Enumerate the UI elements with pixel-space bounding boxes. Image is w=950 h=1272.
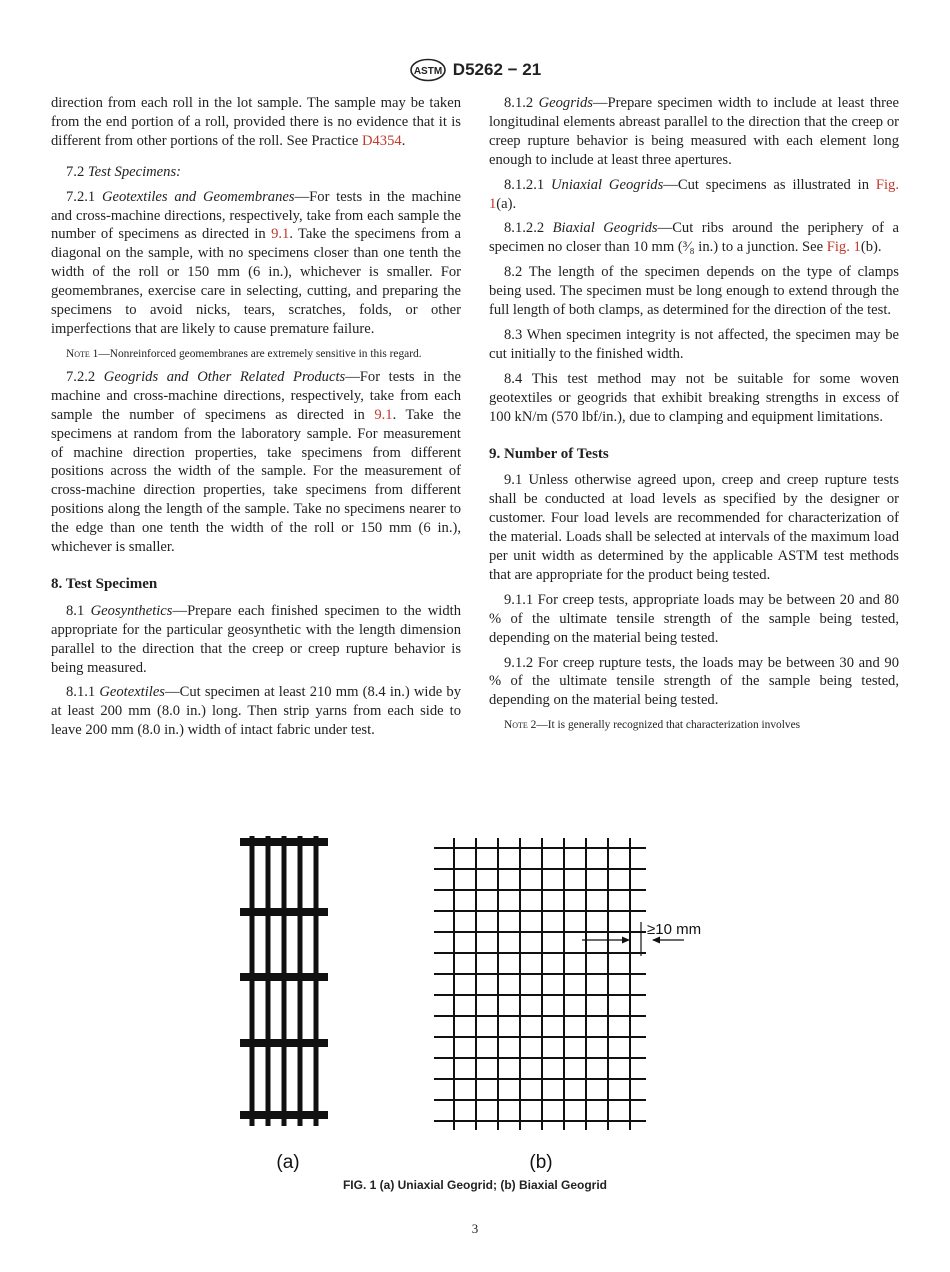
paragraph-7-1-continued: direction from each roll in the lot sample. The sample may be taken from the end portion of a roll, provided there is no evidence that it is different from other portions of the roll. See Practice D4354. [51, 95, 461, 149]
figure-label-b: (b) [529, 1152, 553, 1173]
uniaxial-geogrid-drawing [240, 836, 328, 1126]
section-8-heading: 8. Test Specimen [51, 575, 158, 592]
link-9-1[interactable]: 9.1 [374, 406, 393, 423]
page-number: 3 [471, 1221, 479, 1236]
section-8-1-1: 8.1.1 Geotextiles—Cut specimen at least 210 mm (8.4 in.) wide by at least 200 mm (8.0 in.) long. Then strip yarns from each side to leave 200 mm (8.0 in.) width of intact fabric under test. [51, 684, 461, 739]
note-2: Note 2—It is generally recognized that characterization involves [504, 719, 801, 732]
section-9-1-2: 9.1.2 For creep rupture tests, the loads may be between 30 and 90 % of the ultimate tensile strength of the sample being tested, depending on the material being tested. [489, 654, 899, 709]
section-9-1: 9.1 Unless otherwise agreed upon, creep and creep rupture tests shall be conducted at load levels as specified by the designer or customer. Four load levels are recommended for characterization of the material. Loads shall be selected at intervals of the maximum load per unit width as determined by the applicable ASTM test methods that are appropriate for the product being tested. [489, 472, 899, 583]
right-column [489, 94, 899, 739]
astm-logo-icon [409, 58, 447, 82]
link-fig-1[interactable]: Fig. 1 [826, 239, 861, 256]
page-header [0, 58, 950, 82]
link-d4354[interactable]: D4354 [361, 132, 402, 149]
section-8-2: 8.2 The length of the specimen depends on the type of clamps being used. The specimen must be long enough to extend through the full length of both clamps, as determined for the direction of the test. [489, 264, 899, 319]
section-8-3: 8.3 When specimen integrity is not affected, the specimen may be cut initially to the finished width. [489, 326, 899, 362]
link-fig-1[interactable]: Fig. 1 [489, 176, 899, 212]
section-8-1: 8.1 Geosynthetics—Prepare each finished specimen to the width appropriate for the particular geosynthetic with the length dimension parallel to the direction that the creep or creep rupture behavior is being measured. [51, 602, 461, 676]
document-designation: D5262 − 21 [452, 60, 542, 79]
section-8-4: 8.4 This test method may not be suitable for some woven geotextiles or geogrids that exhibit breaking strengths in excess of 100 kN/m (570 lbf/in.), due to clamping and equipment limitations. [489, 370, 899, 425]
section-7-2-1: 7.2.1 Geotextiles and Geomembranes—For tests in the machine and cross-machine directions, respectively, take from each sample the number of specimens as directed in 9.1. Take the specimens from a diagonal on the sample, with no specimens closer than one tenth the width of the roll or 150 mm (6 in.), whichever is smaller. For geomembranes, exercise care in selecting, cutting, and preparing the specimens to avoid nicks, tears, scratches, folds, or other imperfections that are likely to cause premature failure. [51, 188, 461, 337]
note-1: Note 1—Nonreinforced geomembranes are extremely sensitive in this regard. [66, 347, 422, 360]
figure-label-a: (a) [276, 1152, 300, 1173]
section-9-1-1: 9.1.1 For creep tests, appropriate loads may be between 20 and 80 % of the ultimate tensile strength of the sample being tested, depending on the material being tested. [489, 591, 899, 646]
dimension-label: ≥10 mm [647, 921, 702, 938]
section-7-2-2: 7.2.2 Geogrids and Other Related Products—For tests in the machine and cross-machine directions, respectively, take from each sample the number of specimens as directed in 9.1. Take the specimens at random from the laboratory sample. For measurement of machine direction properties, take specimens from different positions across the width of the sample. For the measurement of cross-machine direction properties, take specimens from different positions along the length of the sample. Take no specimens nearer to the edge than one tenth the width of the roll or 150 mm (6 in.), whichever is smaller. [51, 368, 461, 556]
left-column [51, 94, 461, 746]
biaxial-geogrid-drawing [434, 838, 646, 1130]
section-8-1-2-1: 8.1.2.1 Uniaxial Geogrids—Cut specimens as illustrated in Fig. 1(a). [489, 176, 899, 212]
figure-caption: FIG. 1 (a) Uniaxial Geogrid; (b) Biaxial Geogrid [342, 1178, 608, 1192]
section-9-heading: 9. Number of Tests [489, 445, 609, 462]
link-9-1[interactable]: 9.1 [271, 226, 290, 243]
section-8-1-2-2: 8.1.2.2 Biaxial Geogrids—Cut ribs around the periphery of a specimen no closer than 10 mm (³⁄₈ in.) to a junction. See Fig. 1(b). [489, 220, 899, 256]
section-8-1-2: 8.1.2 Geogrids—Prepare specimen width to include at least three longitudinal elements abreast parallel to the direction that the creep or creep rupture behavior is being measured with each element long enough to include at least three apertures. [489, 95, 899, 168]
svg-text:ASTM: ASTM [413, 66, 442, 77]
section-7-2: 7.2 Test Specimens: [66, 163, 181, 180]
figure-1 [0, 826, 950, 1176]
